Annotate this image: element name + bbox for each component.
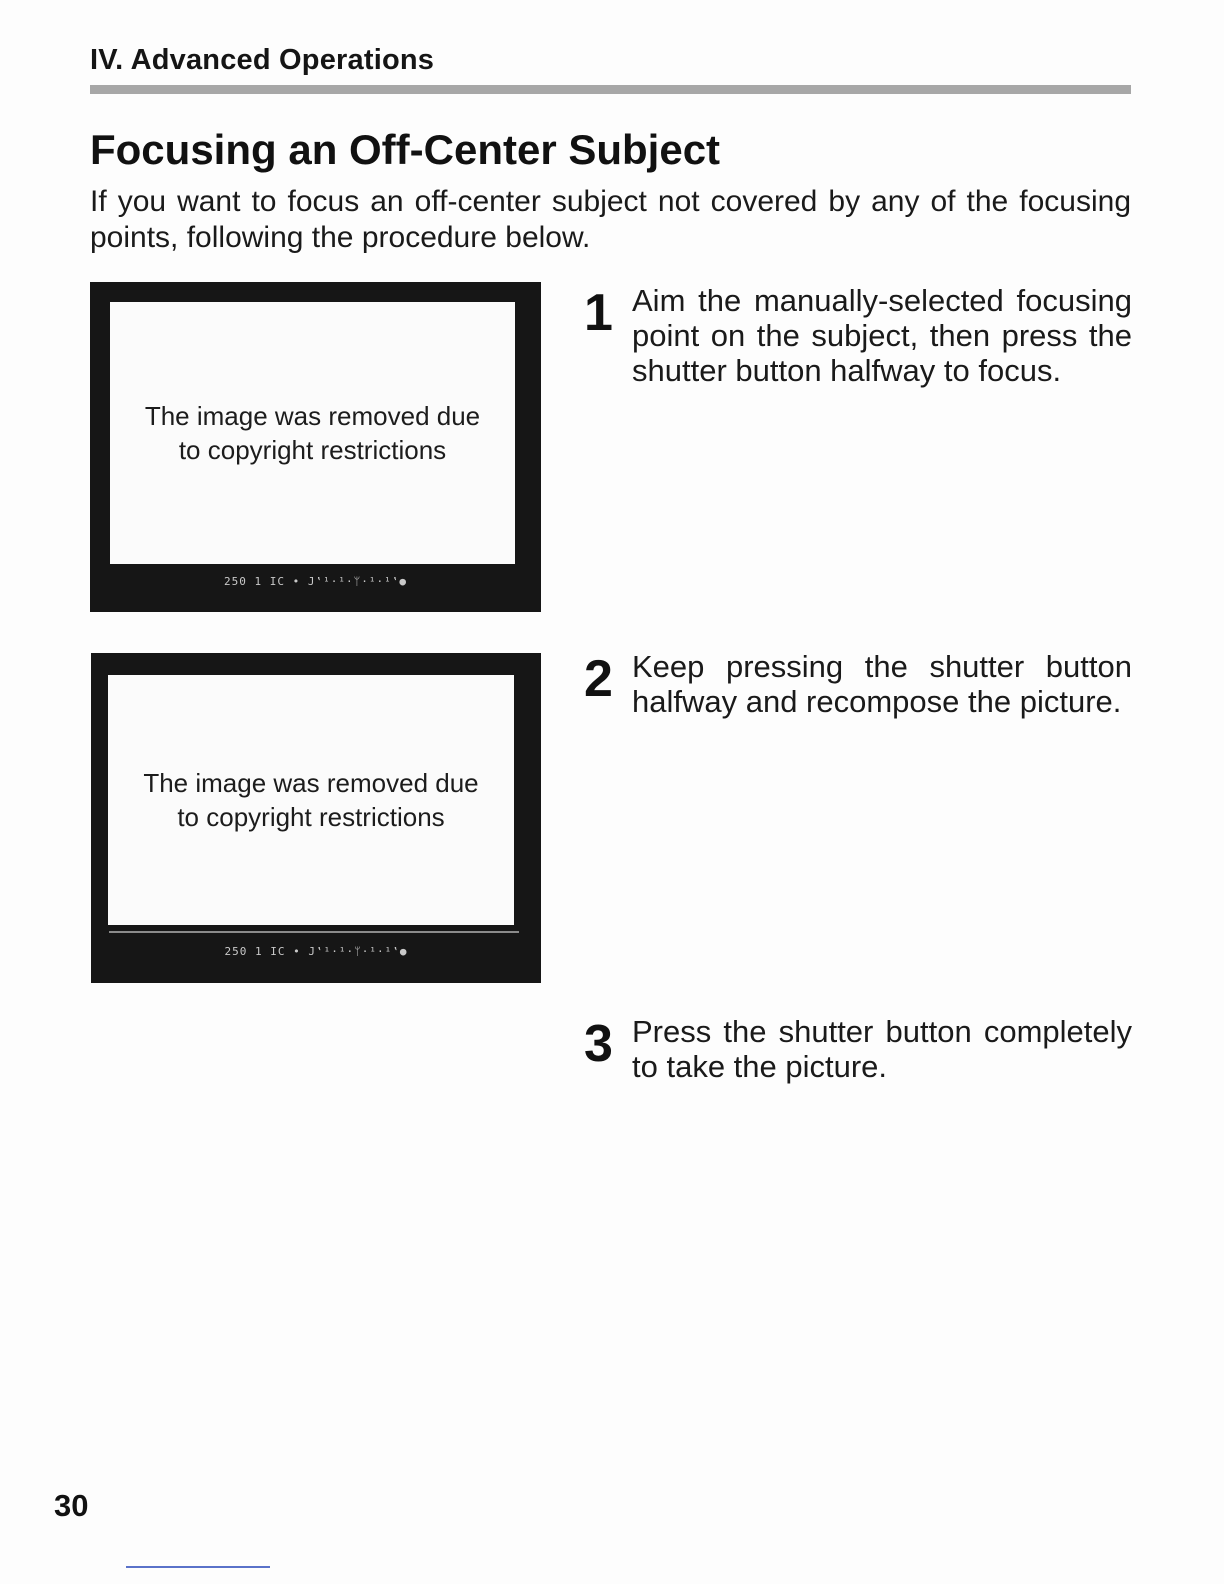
intro-paragraph: If you want to focus an off-center subject not covered by any of the focusing points, following the procedure below. <box>90 185 1131 254</box>
footer-divider <box>126 1566 270 1568</box>
viewfinder-readout: 250 1 IC • J‛¹·¹·ᛘ·¹·¹‛● <box>224 575 407 588</box>
page-number: 30 <box>54 1488 89 1523</box>
step-text: Keep pressing the shutter button halfway and recompose the picture. <box>632 649 1132 719</box>
placeholder-text-line-2: to copyright restrictions <box>178 435 447 465</box>
viewfinder-figure-2 <box>91 653 541 983</box>
section-header: IV. Advanced Operations <box>90 44 435 76</box>
step-text: Press the shutter button completely to take the picture. <box>632 1014 1132 1084</box>
image-removed-placeholder <box>108 675 514 925</box>
viewfinder-figure-1 <box>90 282 541 612</box>
step-number: 3 <box>584 1015 613 1073</box>
placeholder-text-line-1: The image was removed due <box>143 768 479 798</box>
step-number: 1 <box>584 284 613 342</box>
header-divider <box>90 85 1131 94</box>
placeholder-text-line-2: to copyright restrictions <box>177 802 445 832</box>
step-number: 2 <box>584 650 613 708</box>
viewfinder-readout: 250 1 IC • J‛¹·¹·ᛘ·¹·¹‛● <box>224 945 408 958</box>
image-removed-placeholder <box>110 302 515 564</box>
page-title: Focusing an Off-Center Subject <box>90 126 721 173</box>
scan-artifact-line <box>109 931 519 933</box>
placeholder-text-line-1: The image was removed due <box>144 401 481 431</box>
step-text: Aim the manually-selected focusing point on the subject, then press the shutter button halfway to focus. <box>632 283 1132 388</box>
